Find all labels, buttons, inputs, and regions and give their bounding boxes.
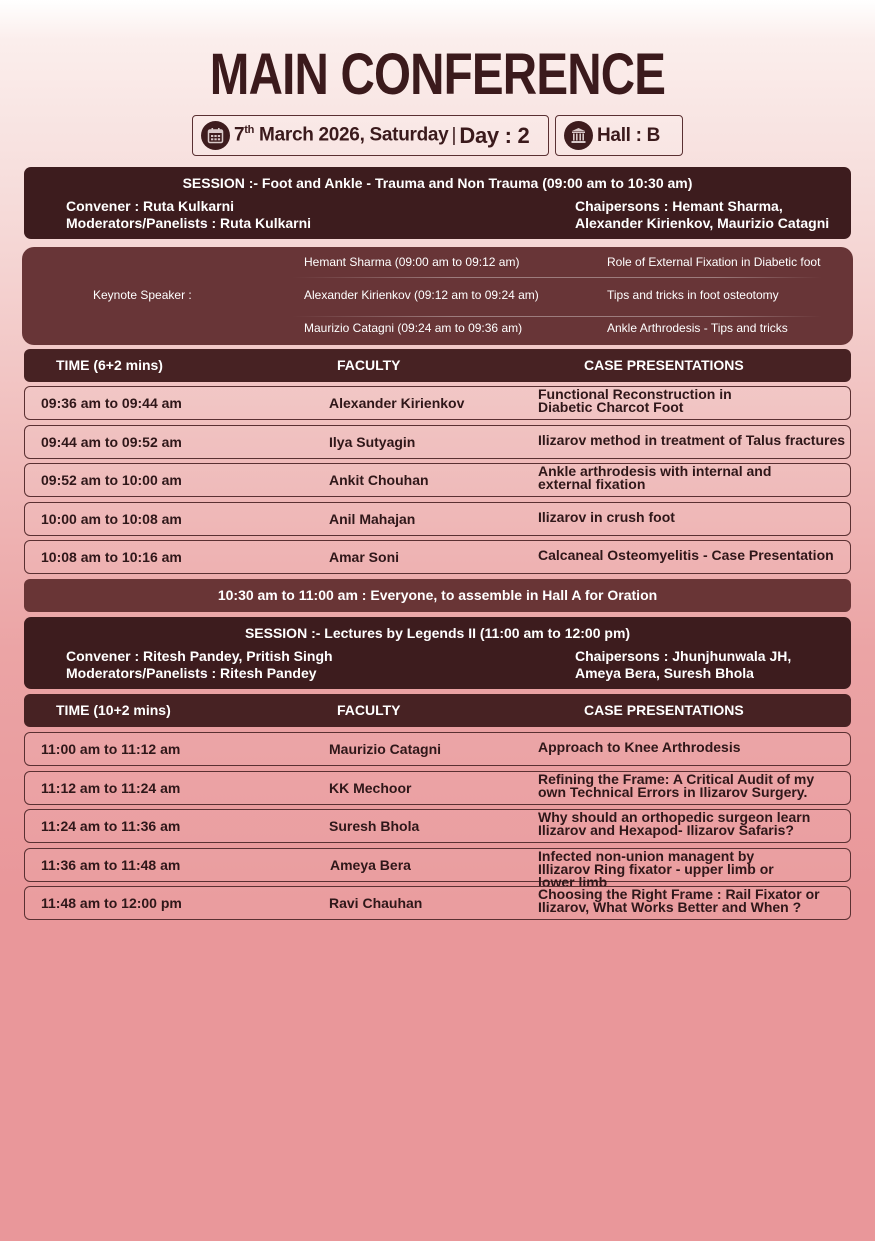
row-topic: Why should an orthopedic surgeon learn Ilizarov and Hexapod- Ilizarov Safaris? xyxy=(538,809,811,838)
row-time: 09:52 am to 10:00 am xyxy=(41,472,182,488)
row-faculty: Ravi Chauhan xyxy=(329,895,423,911)
row-time: 11:12 am to 11:24 am xyxy=(41,780,181,796)
row-time: 09:36 am to 09:44 am xyxy=(41,395,182,411)
row-faculty: Ankit Chouhan xyxy=(329,472,429,488)
break-banner: 10:30 am to 11:00 am : Everyone, to assemble in Hall A for Oration xyxy=(24,579,851,612)
col-time: TIME (10+2 mins) xyxy=(56,702,171,718)
row-topic: Choosing the Right Frame : Rail Fixator or Ilizarov, What Works Better and When ? xyxy=(538,886,820,915)
table-row xyxy=(24,386,851,420)
table-row xyxy=(24,809,851,843)
session-convener-block xyxy=(66,648,333,682)
table-header xyxy=(24,694,851,727)
divider xyxy=(292,277,822,278)
row-time: 10:08 am to 10:16 am xyxy=(41,549,182,565)
keynote-panel xyxy=(22,247,853,345)
table-row xyxy=(24,502,851,536)
session-title: SESSION :- Foot and Ankle - Trauma and Non Trauma (09:00 am to 10:30 am) xyxy=(182,175,693,191)
keynote-topic: Role of External Fixation in Diabetic foot xyxy=(607,255,821,269)
convener: Convener : Ruta Kulkarni xyxy=(66,198,235,214)
row-time: 10:00 am to 10:08 am xyxy=(41,511,182,527)
keynote-label: Keynote Speaker : xyxy=(93,288,192,302)
table-header xyxy=(24,349,851,382)
session-chairpersons-block xyxy=(575,198,829,232)
hall-label: Hall : B xyxy=(597,124,661,146)
table-row xyxy=(24,886,851,920)
convener: Convener : Ritesh Pandey, Pritish Singh xyxy=(66,648,333,664)
row-time: 11:36 am to 11:48 am xyxy=(41,857,181,873)
table-row xyxy=(24,540,851,574)
keynote-row xyxy=(304,280,824,313)
date-badge xyxy=(192,115,549,156)
row-faculty: Maurizio Catagni xyxy=(329,741,442,757)
row-topic: Ankle arthrodesis with internal and external fixation xyxy=(538,463,772,492)
row-topic: Calcaneal Osteomyelitis - Case Presentation xyxy=(538,547,834,563)
row-topic: Refining the Frame: A Critical Audit of my own Technical Errors in Ilizarov Surgery. xyxy=(538,771,815,800)
chairpersons-line-2: Alexander Kirienkov, Maurizio Catagni xyxy=(575,215,830,231)
session-2-header xyxy=(24,617,851,689)
table-row xyxy=(24,425,851,459)
row-topic: Ilizarov in crush foot xyxy=(538,509,675,525)
row-faculty: KK Mechoor xyxy=(329,780,412,796)
table-row xyxy=(24,848,851,890)
session-title: SESSION :- Lectures by Legends II (11:00 am to 12:00 pm) xyxy=(244,625,631,641)
keynote-speaker: Alexander Kirienkov (09:12 am to 09:24 am) xyxy=(304,288,539,302)
table-row xyxy=(24,771,851,805)
row-topic: Ilizarov method in treatment of Talus fractures xyxy=(538,432,846,448)
row-faculty: Suresh Bhola xyxy=(329,818,420,834)
hall-badge xyxy=(555,115,683,156)
date-separator: | xyxy=(451,124,457,146)
col-faculty: FACULTY xyxy=(337,702,401,718)
keynote-topic: Tips and tricks in foot osteotomy xyxy=(607,288,779,302)
row-topic: Approach to Knee Arthrodesis xyxy=(538,739,741,755)
building-icon xyxy=(564,121,593,150)
col-time: TIME (6+2 mins) xyxy=(56,357,163,373)
row-time: 11:48 am to 12:00 pm xyxy=(41,895,182,911)
keynote-speaker: Hemant Sharma (09:00 am to 09:12 am) xyxy=(304,255,520,269)
row-faculty: Ilya Sutyagin xyxy=(329,434,416,450)
row-faculty: Alexander Kirienkov xyxy=(329,395,465,411)
keynote-topic: Ankle Arthrodesis - Tips and tricks xyxy=(607,321,788,335)
chairpersons-line-2: Ameya Bera, Suresh Bhola xyxy=(575,665,754,681)
date-text: 7th March 2026, Saturday xyxy=(234,124,449,146)
col-faculty: FACULTY xyxy=(337,357,401,373)
session-chairpersons-block xyxy=(575,648,791,682)
table-row xyxy=(24,732,851,766)
col-topic: CASE PRESENTATIONS xyxy=(584,702,744,718)
chairpersons-line-1: Chaipersons : Jhunjhunwala JH, xyxy=(575,648,792,664)
session-1-header xyxy=(24,167,851,239)
table-row xyxy=(24,463,851,497)
moderators: Moderators/Panelists : Ritesh Pandey xyxy=(66,665,317,681)
calendar-icon xyxy=(201,121,230,150)
keynote-row xyxy=(304,313,824,346)
row-faculty: Amar Soni xyxy=(329,549,400,565)
row-time: 11:00 am to 11:12 am xyxy=(41,741,181,757)
keynote-speaker: Maurizio Catagni (09:24 am to 09:36 am) xyxy=(304,321,523,335)
day-label: Day : 2 xyxy=(459,122,530,148)
col-topic: CASE PRESENTATIONS xyxy=(584,357,744,373)
row-faculty: Anil Mahajan xyxy=(329,511,416,527)
row-topic: Infected non-union managent by Illizarov Ring fixator - upper limb or lower limb xyxy=(538,848,774,890)
row-faculty: Ameya Bera xyxy=(330,857,411,873)
page-title: MAIN CONFERENCE xyxy=(209,42,666,107)
row-time: 09:44 am to 09:52 am xyxy=(41,434,182,450)
moderators: Moderators/Panelists : Ruta Kulkarni xyxy=(66,215,312,231)
row-topic: Functional Reconstruction in Diabetic Charcot Foot xyxy=(538,386,732,415)
session-convener-block xyxy=(66,198,311,232)
row-time: 11:24 am to 11:36 am xyxy=(41,818,181,834)
chairpersons-line-1: Chaipersons : Hemant Sharma, xyxy=(575,198,783,214)
keynote-row xyxy=(304,247,824,280)
